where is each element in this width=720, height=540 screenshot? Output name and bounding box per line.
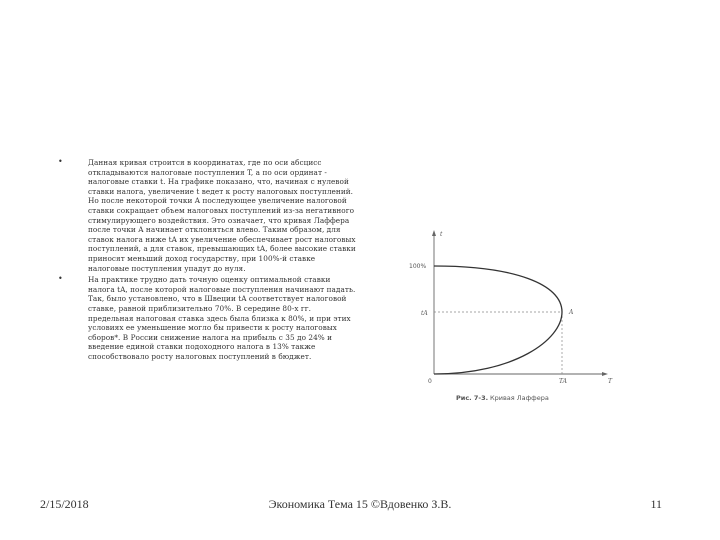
bullet-icon: • [58, 157, 63, 166]
y-axis-label: t [440, 231, 443, 238]
laffer-description-paragraph: Данная кривая строится в координатах, где по оси абсцисс откладываются налоговые поступления T, а по оси ординат - налоговые ставки t. На графике показано, что, начиная с нулевой ставки налога, увеличение t ведет к росту налоговых поступлений. Но после некоторой точки A последующее увеличение налоговой ставки сокращает объем налоговых поступлений из-за негативного стимулирующего воздействия. Это означает, что кривая Лаффера после точки A начинает отклоняться влево. Таким образом, для ставок налога ниже tA их увеличение обеспечивает рост налоговых поступлений, а для ставок, превышающих tA, более высокие ставки приносят меньший доход государству, при 100%-й ставке налоговые поступления упадут до нуля. [88, 158, 356, 273]
x-tick-TA: TA [559, 378, 568, 385]
footer-title: Экономика Тема 15 ©Вдовенко З.В. [268, 497, 452, 511]
content-bullets [58, 158, 358, 363]
laffer-curve-figure [404, 222, 624, 412]
footer-date: 2/15/2018 [40, 497, 89, 511]
laffer-curve-line [434, 266, 562, 374]
point-A-label: A [569, 309, 574, 316]
y-tick-tA: tA [421, 310, 428, 317]
footer-page-number: 11 [650, 497, 662, 511]
x-axis-arrow [602, 372, 608, 376]
x-axis-label: T [608, 378, 613, 385]
origin-label: 0 [428, 378, 432, 385]
bullet-icon: • [58, 274, 63, 284]
optimal-rate-paragraph: На практике трудно дать точную оценку оптимальной ставки налога tA, после которой налоговые поступления начинают падать. Так, было установлено, что в Швеции tA соответствует налоговой ставке, равной приблизительно 70%. В середине 80-х гг. предельная налоговая ставка здесь была близка к 80%, и при этих условиях ее уменьшение могло бы привести к росту налоговых сборов*. В России снижение налога на прибыль с 35 до 24% и введение единой ставки подоходного налога в 13% также способствовало росту налоговых поступлений в бюджет. [88, 275, 356, 361]
y-tick-100: 100% [409, 263, 427, 270]
y-axis-arrow [432, 230, 436, 236]
bullet-item [58, 275, 358, 361]
figure-caption-number: Рис. 7-3. [456, 394, 489, 402]
laffer-curve-chart [404, 222, 624, 412]
bullet-item [58, 158, 358, 273]
figure-caption-text: Кривая Лаффера [490, 394, 549, 402]
